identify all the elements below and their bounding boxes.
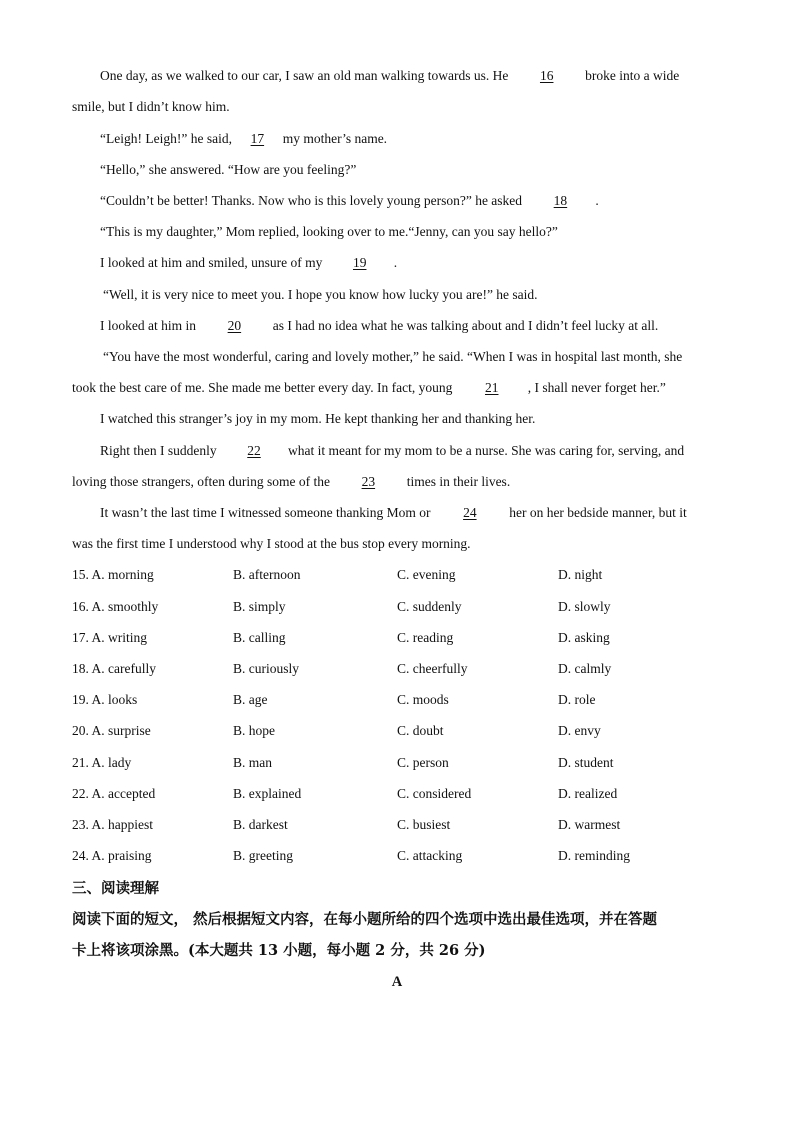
blank-19: 19 — [352, 255, 367, 270]
option-d: D. warmest — [558, 817, 621, 832]
option-a: 18. A. carefully — [72, 661, 156, 676]
option-d: D. calmly — [558, 661, 612, 676]
option-d: D. role — [558, 692, 596, 707]
passage-line — [100, 67, 679, 85]
text: my mother’s name. — [279, 131, 388, 146]
blank-17: 17 — [250, 131, 265, 146]
text: took the best care of me. She made me better every day. In fact, young — [72, 380, 456, 395]
text: I looked at him in — [100, 318, 200, 333]
option-a: 23. A. happiest — [72, 817, 154, 832]
option-row — [72, 722, 732, 740]
option-c: C. busiest — [397, 817, 451, 832]
option-c: C. reading — [397, 630, 454, 645]
blank-21: 21 — [484, 380, 499, 395]
blank-18: 18 — [553, 193, 568, 208]
text: as I had no idea what he was talking about and I didn’t feel lucky at all. — [269, 318, 659, 333]
option-d: D. asking — [558, 630, 610, 645]
passage-line: was the first time I understood why I stood at the bus stop every morning. — [72, 536, 471, 551]
option-b: B. explained — [233, 786, 302, 801]
passage-line — [100, 504, 687, 522]
option-row — [72, 847, 732, 865]
passage-line — [100, 254, 397, 272]
option-b: B. simply — [233, 599, 286, 614]
option-row — [72, 660, 732, 678]
option-d: D. realized — [558, 786, 618, 801]
text: Right then I suddenly — [100, 443, 220, 458]
option-d: D. reminding — [558, 848, 630, 863]
option-a: 15. A. morning — [72, 567, 154, 582]
text: One day, as we walked to our car, I saw an old man walking towards us. He — [100, 68, 512, 83]
blank-24: 24 — [463, 505, 477, 520]
option-a: 20. A. surprise — [72, 723, 151, 738]
section-instruction: 卡上将该项涂黑。(本大题共 13 小题，每小题 2 分，共 26 分) — [72, 942, 486, 959]
passage-line: “Hello,” she answered. “How are you feeling?” — [100, 162, 357, 177]
option-c: C. suddenly — [397, 599, 462, 614]
option-b: B. afternoon — [233, 567, 301, 582]
text: “Couldn’t be better! Thanks. Now who is this lovely young person?” he asked — [100, 193, 526, 208]
text: her on her bedside manner, but it — [505, 505, 687, 520]
passage-line: I watched this stranger’s joy in my mom. He kept thanking her and thanking her. — [100, 411, 536, 426]
option-a: 24. A. praising — [72, 848, 152, 863]
text: what it meant for my mom to be a nurse. She was caring for, serving, and — [288, 443, 685, 458]
option-a: 17. A. writing — [72, 630, 148, 645]
option-a: 22. A. accepted — [72, 786, 156, 801]
section-instruction: 阅读下面的短文， 然后根据短文内容，在每小题所给的四个选项中选出最佳选项，并在答题 — [72, 911, 658, 928]
blank-23: 23 — [361, 474, 376, 489]
option-a: 19. A. looks — [72, 692, 138, 707]
option-d: D. envy — [558, 723, 601, 738]
section-heading: 三、阅读理解 — [72, 881, 159, 897]
option-d: D. student — [558, 755, 614, 770]
option-d: D. slowly — [558, 599, 611, 614]
passage-line — [72, 473, 510, 491]
option-row — [72, 754, 732, 772]
option-b: B. calling — [233, 630, 286, 645]
text: “Leigh! Leigh!” he said, — [100, 131, 236, 146]
option-c: C. person — [397, 755, 449, 770]
option-c: C. evening — [397, 567, 456, 582]
option-b: B. man — [233, 755, 273, 770]
passage-line — [100, 317, 658, 335]
passage-line — [100, 192, 599, 210]
passage-line: “Well, it is very nice to meet you. I hope you know how lucky you are!” he said. — [103, 287, 538, 302]
text: I looked at him and smiled, unsure of my — [100, 255, 326, 270]
passage-line: “You have the most wonderful, caring and lovely mother,” he said. “When I was in hospital last month, she — [103, 349, 683, 364]
text: loving those strangers, often during some of the — [72, 474, 334, 489]
option-row — [72, 629, 732, 647]
passage-line: smile, but I didn’t know him. — [72, 99, 230, 114]
passage-line — [100, 130, 387, 148]
text: broke into a wide — [581, 68, 680, 83]
option-row — [72, 816, 732, 834]
option-b: B. hope — [233, 723, 276, 738]
option-row — [72, 598, 732, 616]
blank-20: 20 — [227, 318, 242, 333]
option-a: 16. A. smoothly — [72, 599, 159, 614]
text: , I shall never forget her.” — [527, 380, 666, 395]
option-row — [72, 785, 732, 803]
option-c: C. moods — [397, 692, 449, 707]
text: . — [393, 255, 398, 270]
passage-label: A — [391, 974, 403, 990]
option-a: 21. A. lady — [72, 755, 132, 770]
blank-22: 22 — [247, 443, 261, 458]
option-row — [72, 566, 732, 584]
blank-16: 16 — [539, 68, 554, 83]
option-c: C. attacking — [397, 848, 463, 863]
option-row — [72, 691, 732, 709]
text: It wasn’t the last time I witnessed someone thanking Mom or — [100, 505, 434, 520]
passage-line — [72, 379, 666, 397]
passage-line: “This is my daughter,” Mom replied, looking over to me.“Jenny, can you say hello?” — [100, 224, 558, 239]
text: times in their lives. — [403, 474, 511, 489]
option-b: B. age — [233, 692, 268, 707]
option-b: B. curiously — [233, 661, 300, 676]
option-c: C. considered — [397, 786, 472, 801]
option-d: D. night — [558, 567, 603, 582]
option-c: C. doubt — [397, 723, 444, 738]
option-c: C. cheerfully — [397, 661, 468, 676]
option-b: B. darkest — [233, 817, 288, 832]
passage-line — [100, 442, 684, 460]
option-b: B. greeting — [233, 848, 293, 863]
text: . — [595, 193, 599, 208]
